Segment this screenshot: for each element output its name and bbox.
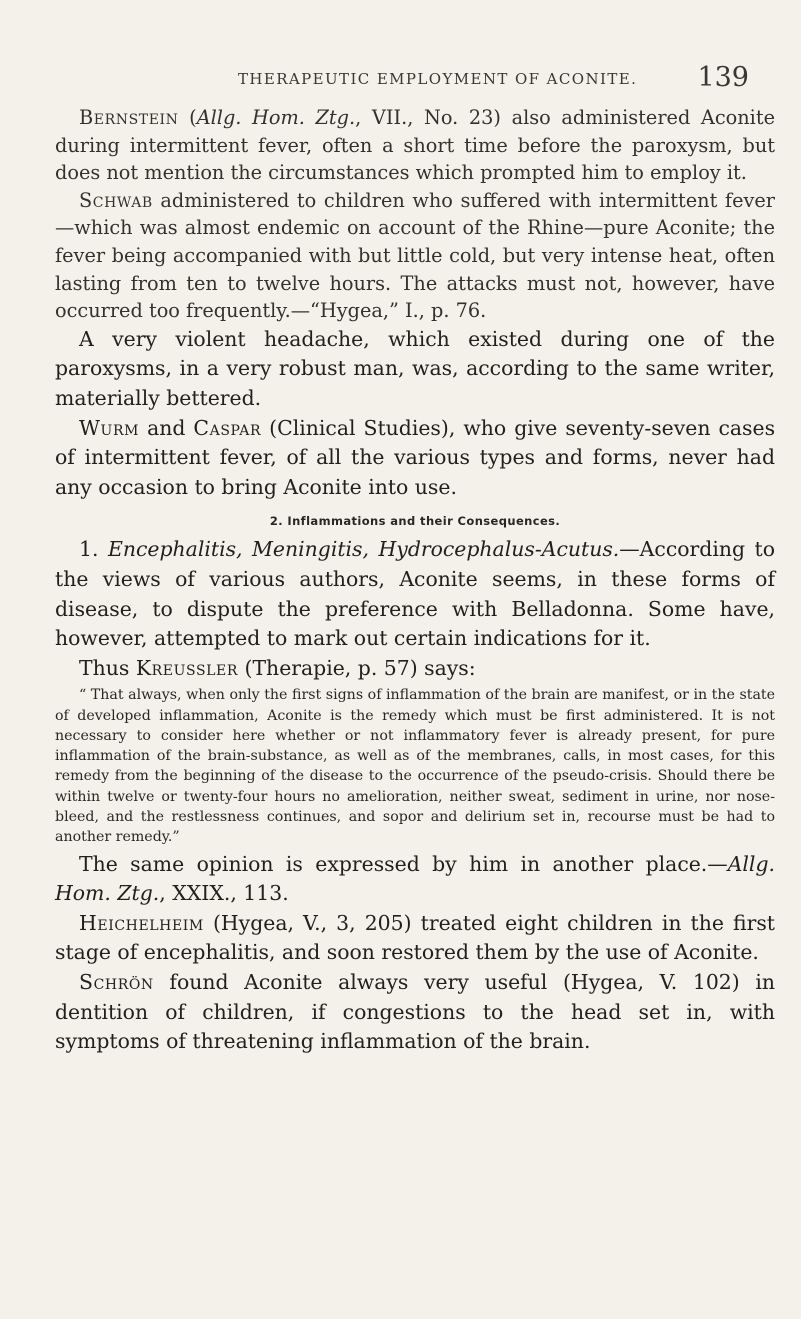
author-name: Caspar — [193, 415, 262, 440]
page-header — [0, 62, 801, 102]
author-name: Schwab — [79, 188, 153, 212]
citation-tail: , XXIX., 113. — [159, 881, 289, 906]
paragraph-text: found Aconite always very useful (Hygea, V. 102) in dentition of children, if congestions to the head set in, with symptoms of threatening inflammation of the brain. — [55, 970, 775, 1054]
paragraph-encephalitis — [55, 535, 775, 653]
paragraph-same-opinion — [55, 850, 775, 909]
item-number: 1. — [79, 537, 99, 562]
paragraph-text: The same opinion is expressed by him in another place.— — [79, 851, 728, 876]
paragraph-text: , VII., No. 23) also administered Aconite during intermittent fever, often a short time before the paroxysm, but does not mention the circumstances which prompted him to employ it. — [55, 106, 775, 185]
section-heading: 2. Inflammations and their Consequences. — [269, 514, 561, 529]
citation: Allg. Hom. Ztg. — [55, 851, 775, 906]
paragraph-wurm-caspar — [55, 414, 775, 503]
running-title: THERAPEUTIC EMPLOYMENT OF ACONITE. — [238, 70, 638, 88]
page-number: 139 — [697, 62, 749, 93]
conjunction: and — [147, 415, 186, 440]
paragraph-schwab — [55, 187, 775, 325]
author-name: Bernstein — [79, 106, 179, 129]
body-text — [55, 104, 775, 1057]
paragraph-text: (Therapie, p. 57) says: — [244, 655, 476, 680]
item-title: Encephalitis, Meningitis, Hydrocephalus-Acutus. — [107, 537, 620, 562]
paragraph-bernstein: Bernstein (Allg. Hom. Ztg., VII., No. 23) also administered Aconite during intermittent fever, often a short time before the paroxysm, but does not mention the circumstances which prompted him to employ it. — [55, 106, 775, 185]
author-name: Wurm — [79, 415, 140, 440]
paragraph-text: —According to the views of various authors, Aconite seems, in these forms of disease, to dispute the preference with Belladonna. Some have, however, attempted to mark out certain indications for it. — [55, 537, 775, 651]
author-name: Heichelheim — [79, 910, 204, 935]
author-name: Schrön — [79, 970, 154, 995]
paragraph-text: administered to children who suffered with intermittent fever—which was almost endemic on account of the Rhine—pure Aconite; the fever being accompanied with but little cold, but very intense heat, often lasting from ten to twelve hours. The attacks must not, however, have occurred too frequently.—“Hygea,” I., p. 76. — [55, 188, 775, 323]
paragraph-schron — [55, 968, 775, 1057]
prefix: Thus — [79, 655, 130, 680]
paragraph-kreussler — [55, 654, 775, 684]
paragraph-text: (Clinical Studies), who give seventy-seven cases of intermittent fever, of all the various types and forms, never had any occasion to bring Aconite into use. — [55, 415, 776, 499]
paragraph-text: A very violent headache, which existed during one of the paroxysms, in a very robust man, was, according to the same writer, materially bettered. — [55, 326, 775, 410]
paragraph-heichelheim — [55, 909, 775, 968]
author-name: Kreussler — [135, 655, 239, 680]
block-quote: “ That always, when only the first signs of inflammation of the brain are manifest, or in the state of developed inflammation, Aconite is the remedy which must be first administered. It is not necessary to consider here whether or not inflammatory fever is already present, for pure inflammation of the brain-substance, as well as of the membranes, calls, in most cases, for this remedy from the beginning of the disease to the occurrence of the pseudo-crisis. Should there be within twelve or twenty-four hours no amelioration, neither sweat, sediment in urine, nor nose-bleed, and the restlessness continues, and sopor and delirium set in, recourse must be had to another remedy.” — [55, 687, 775, 846]
paragraph-headache — [55, 325, 775, 414]
paragraph-text: (Hygea, V., 3, 205) treated eight children in the first stage of encephalitis, and soon restored them by the use of Aconite. — [55, 910, 775, 965]
citation: Allg. Hom. Ztg. — [196, 106, 356, 129]
